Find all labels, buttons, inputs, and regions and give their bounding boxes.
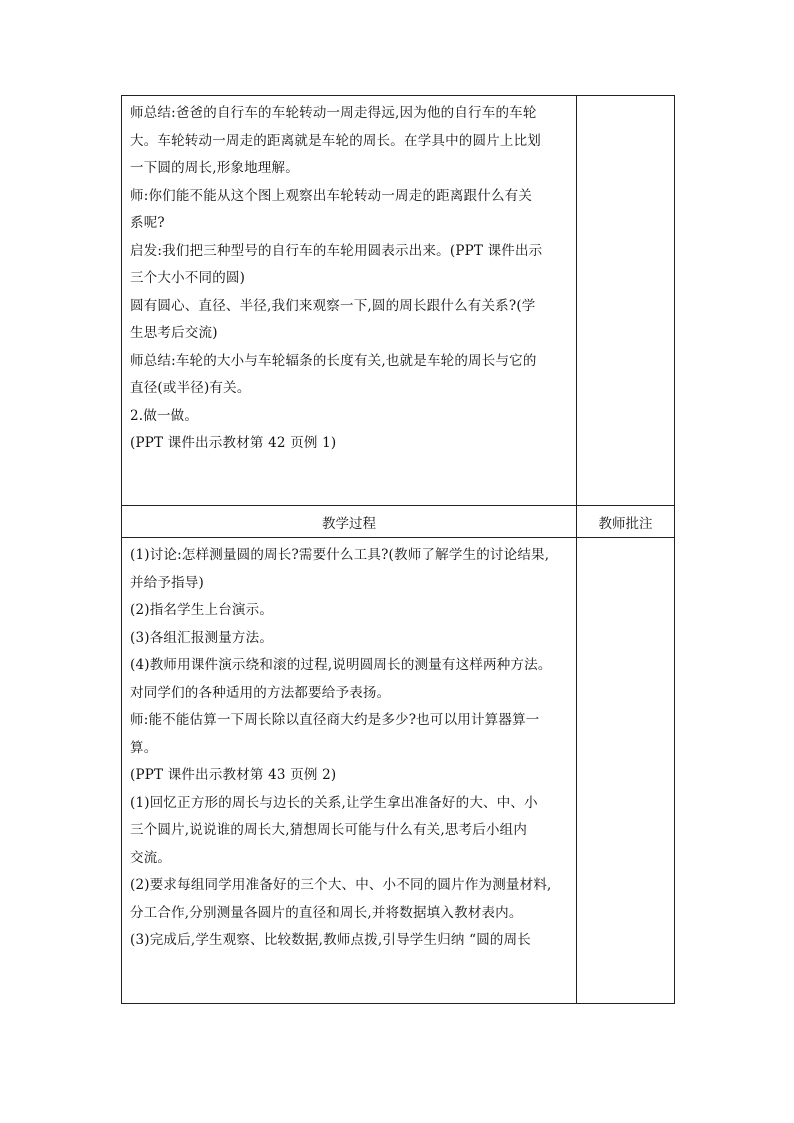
text-line: 师总结:车轮的大小与车轮辐条的长度有关,也就是车轮的周长与它的 bbox=[130, 352, 537, 369]
text-line: (2)要求每组同学用准备好的三个大、中、小不同的圆片作为测量材料, bbox=[130, 877, 552, 893]
process-cell bbox=[122, 96, 577, 506]
table-row bbox=[122, 538, 675, 1004]
text-line: (1)回忆正方形的周长与边长的关系,让学生拿出准备好的大、中、小 bbox=[130, 794, 538, 811]
notes-cell bbox=[577, 538, 675, 1004]
text-line: 并给予指导) bbox=[130, 574, 204, 591]
text-line: (3)各组汇报测量方法。 bbox=[130, 629, 274, 646]
text-line: (2)指名学生上台演示。 bbox=[130, 602, 274, 618]
header-process: 教学过程 bbox=[122, 506, 577, 538]
lesson-plan-table bbox=[121, 95, 675, 1004]
process-cell bbox=[122, 538, 577, 1004]
text-line: 圆有圆心、直径、半径,我们来观察一下,圆的周长跟什么有关系?(学 bbox=[130, 297, 536, 314]
text-line: 师总结:爸爸的自行车的车轮转动一周走得远,因为他的自行车的车轮 bbox=[130, 105, 537, 121]
text-line: 师:能不能估算一下周长除以直径商大约是多少?也可以用计算器算一 bbox=[130, 712, 540, 728]
table-header-row bbox=[122, 506, 675, 538]
text-line: 2.做一做。 bbox=[130, 407, 199, 424]
text-line: 一下圆的周长,形象地理解。 bbox=[130, 160, 299, 176]
text-line: 对同学们的各种适用的方法都要给予表扬。 bbox=[130, 684, 391, 701]
text-line: 生思考后交流) bbox=[130, 325, 218, 341]
text-line: 师:你们能不能从这个图上观察出车轮转动一周走的距离跟什么有关 bbox=[130, 187, 533, 204]
text-line: (1)讨论:怎样测量圆的周长?需要什么工具?(教师了解学生的讨论结果, bbox=[130, 547, 550, 563]
text-line: (3)完成后,学生观察、比较数据,教师点拨,引导学生归纳 “圆的周长 bbox=[130, 932, 531, 948]
text-line: 交流。 bbox=[130, 849, 172, 866]
notes-cell bbox=[577, 96, 675, 506]
process-text bbox=[122, 538, 576, 959]
text-line: 大。车轮转动一周走的距离就是车轮的周长。在学具中的圆片上比划 bbox=[130, 132, 541, 149]
text-line: 三个大小不同的圆) bbox=[130, 270, 246, 286]
text-line: (PPT 课件出示教材第 43 页例 2) bbox=[130, 767, 337, 783]
text-line: 分工合作,分别测量各圆片的直径和周长,并将数据填入教材表内。 bbox=[130, 904, 523, 921]
process-text bbox=[122, 96, 576, 462]
table-row bbox=[122, 96, 675, 506]
text-line: 三个圆片,说说谁的周长大,猜想周长可能与什么有关,思考后小组内 bbox=[130, 822, 528, 838]
text-line: 直径(或半径)有关。 bbox=[130, 380, 251, 396]
text-line: (4)教师用课件演示绕和滚的过程,说明圆周长的测量有这样两种方法。 bbox=[130, 657, 552, 673]
text-line: 启发:我们把三种型号的自行车的车轮用圆表示出来。(PPT 课件出示 bbox=[130, 242, 543, 259]
text-line: (PPT 课件出示教材第 42 页例 1) bbox=[130, 435, 337, 451]
text-line: 算。 bbox=[130, 739, 158, 756]
text-line: 系呢? bbox=[130, 215, 165, 231]
header-notes: 教师批注 bbox=[577, 506, 675, 538]
